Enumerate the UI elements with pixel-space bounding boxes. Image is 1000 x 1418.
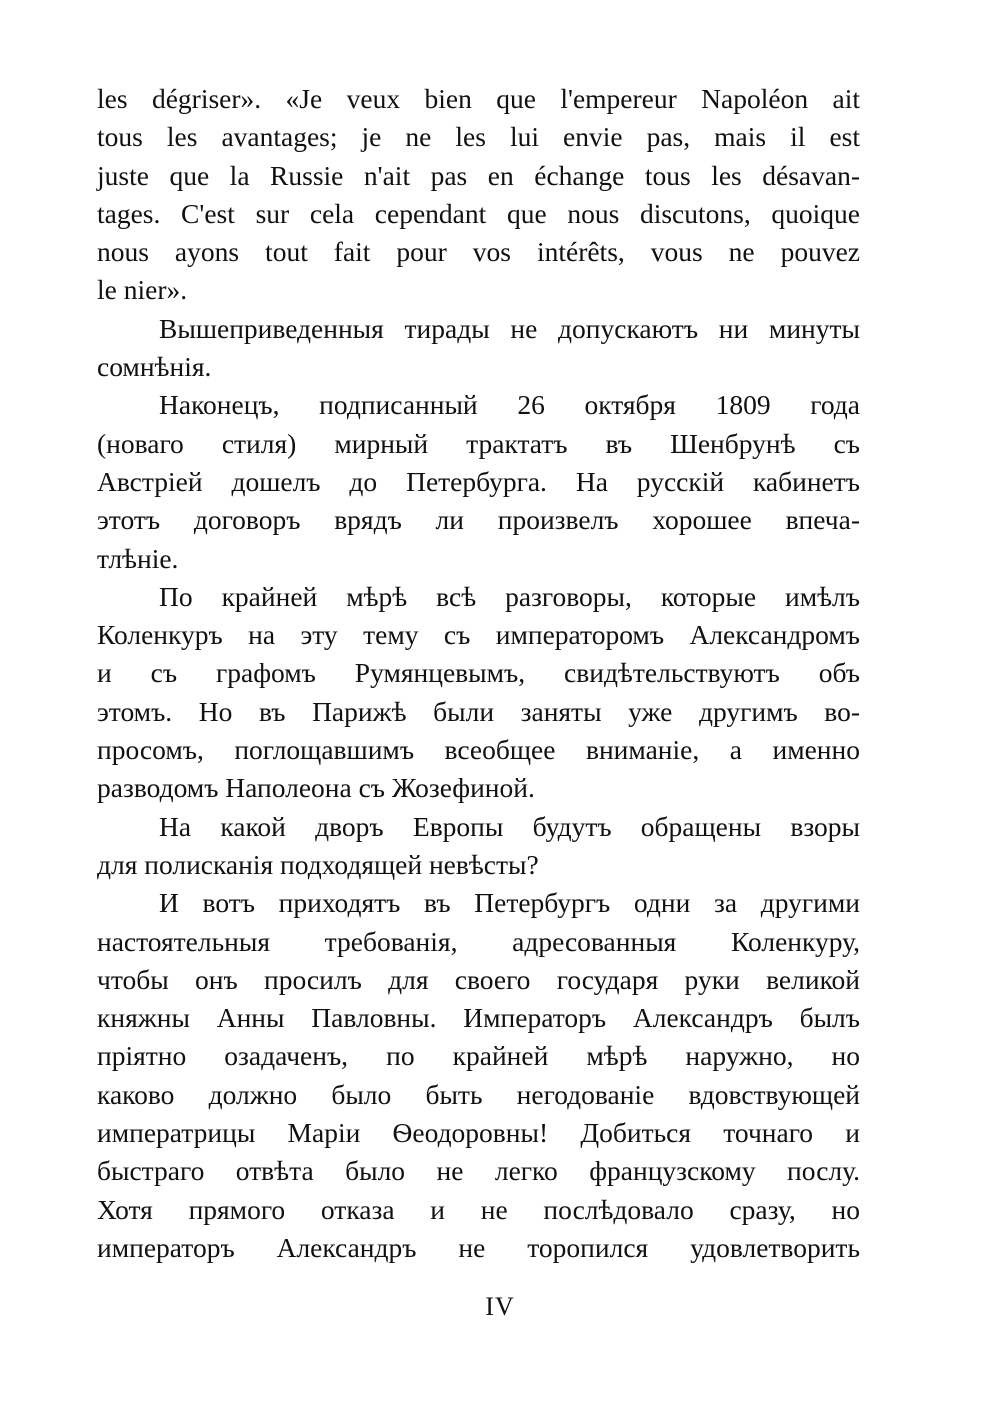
paragraph bbox=[97, 80, 860, 310]
text-line: императрицы Маріи Ѳеодоровны! Добиться точнаго и bbox=[97, 1117, 860, 1149]
paragraph bbox=[97, 808, 860, 885]
text-line: И вотъ приходятъ въ Петербургъ одни за другими bbox=[159, 887, 860, 919]
text-line: (новаго стиля) мирный трактатъ въ Шенбрунѣ съ bbox=[97, 427, 860, 459]
text-line: императоръ Александръ не торопился удовлетворить bbox=[97, 1231, 860, 1263]
text-line: Наконецъ, подписанный 26 октября 1809 года bbox=[159, 389, 860, 421]
text-line: для полисканія подходящей невѣсты? bbox=[97, 848, 539, 880]
text-line: разводомъ Наполеона съ Жозефиной. bbox=[97, 772, 535, 804]
text-line: сомнѣнія. bbox=[97, 351, 212, 383]
text-line: быстраго отвѣта было не легко французскому послу. bbox=[97, 1155, 860, 1187]
text-line: Вышеприведенныя тирады не допускаютъ ни минуты bbox=[159, 312, 860, 344]
text-line: Хотя прямого отказа и не послѣдовало сразу, но bbox=[97, 1193, 860, 1225]
text-line: tous les avantages; je ne les lui envie pas, mais il est bbox=[97, 121, 860, 153]
paragraph bbox=[97, 578, 860, 808]
text-line: По крайней мѣрѣ всѣ разговоры, которые имѣлъ bbox=[159, 580, 860, 612]
text-line: пріятно озадаченъ, по крайней мѣрѣ наружно, но bbox=[97, 1040, 860, 1072]
page-body-text bbox=[97, 80, 860, 1267]
page-number: IV bbox=[485, 1292, 515, 1321]
text-line: просомъ, поглощавшимъ всеобщее вниманіе, а именно bbox=[97, 734, 860, 766]
text-line: чтобы онъ просилъ для своего государя руки великой bbox=[97, 963, 860, 995]
text-line: тлѣніе. bbox=[97, 542, 179, 574]
text-line: juste que la Russie n'ait pas en échange tous les désavan- bbox=[97, 159, 860, 191]
text-line: этомъ. Но въ Парижѣ были заняты уже другимъ во- bbox=[97, 695, 860, 727]
text-line: Австріей дошелъ до Петербурга. На русскій кабинетъ bbox=[97, 465, 860, 497]
text-line: На какой дворъ Европы будутъ обращены взоры bbox=[159, 810, 860, 842]
text-line: княжны Анны Павловны. Императоръ Александръ былъ bbox=[97, 1002, 860, 1034]
text-line: каково должно было быть негодованіе вдовствующей bbox=[97, 1078, 860, 1110]
text-line: и съ графомъ Румянцевымъ, свидѣтельствуютъ объ bbox=[97, 657, 860, 689]
text-line: этотъ договоръ врядъ ли произвелъ хорошее впеча- bbox=[97, 504, 860, 536]
paragraph bbox=[97, 884, 860, 1267]
text-line: les dégriser». «Je veux bien que l'empereur Napoléon ait bbox=[97, 83, 860, 114]
paragraph bbox=[97, 310, 860, 387]
text-line: le nier». bbox=[97, 274, 188, 306]
paragraph bbox=[97, 386, 860, 577]
text-line: Коленкуръ на эту тему съ императоромъ Александромъ bbox=[97, 619, 860, 651]
text-line: nous ayons tout fait pour vos intérêts, vous ne pouvez bbox=[97, 236, 860, 268]
text-line: tages. C'est sur cela cependant que nous discutons, quoique bbox=[97, 197, 860, 229]
text-line: настоятельныя требованія, адресованныя Коленкуру, bbox=[97, 925, 860, 957]
